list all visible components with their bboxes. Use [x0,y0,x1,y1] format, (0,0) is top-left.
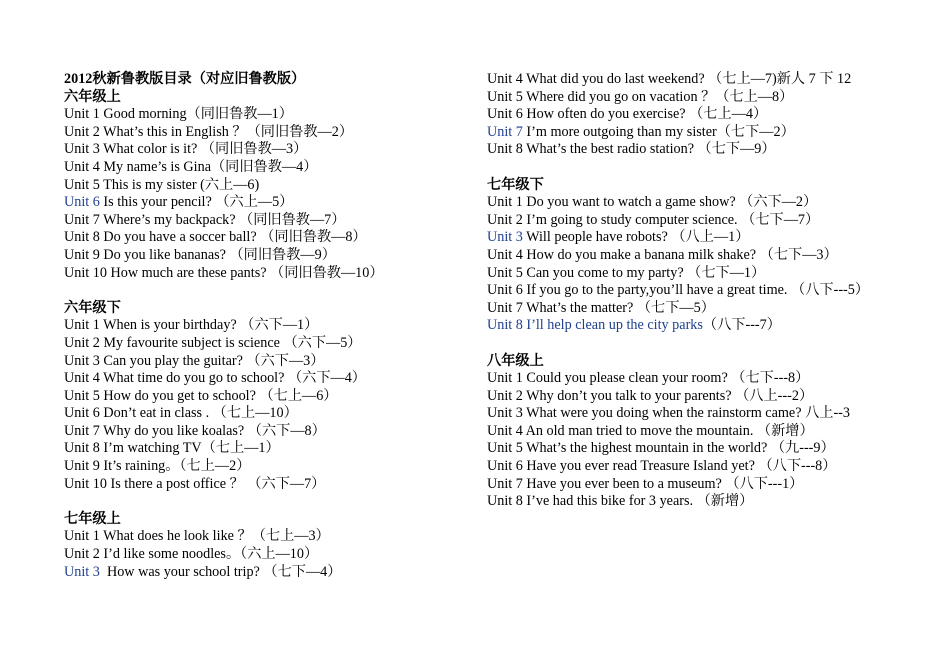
list-item-text: Is this your pencil? （六上—5） [103,194,294,211]
list-item: Unit 5 This is my sister (六上—6) [64,176,260,193]
list-item: Unit 1 When is your birthday? （六下—1） [64,317,319,334]
list-item: Unit 1 Could you please clean your room? （七下---8） [487,370,810,387]
list-item: Unit 5 How do you get to school? （七上—6） [64,387,338,404]
grade7b-heading: 七年级下 [487,176,544,193]
list-item: Unit 8 What’s the best radio station? （七下—9） [487,141,776,158]
spacer [487,159,887,177]
list-item: Unit 2 I’m going to study computer science. （七下—7） [487,211,820,228]
list-item: Unit 9 It’s raining。（七上—2） [64,458,251,475]
list-item: Unit 3 What were you doing when the rainstorm came? 八上--3 [487,405,850,422]
list-item: Unit 10 How much are these pants? （同旧鲁教—10） [64,264,384,281]
document-title: 2012秋新鲁教版目录（对应旧鲁教版） [64,71,306,87]
spacer [64,282,469,300]
grade6a-heading: 六年级上 [64,88,121,105]
list-item: Unit 4 How do you make a banana milk shake? （七下—3） [487,246,838,263]
list-item: Unit 3 What color is it? （同旧鲁教—3） [64,141,308,158]
spacer [487,335,887,353]
list-item: Unit 7 What’s the matter? （七下—5） [487,299,715,316]
list-item-text: How was your school trip? （七下—4） [99,563,342,580]
list-item: Unit 8 Do you have a soccer ball? （同旧鲁教—8） [64,229,367,246]
list-item: Unit 5 What’s the highest mountain in the world? （九---9） [487,440,835,457]
list-item: Unit 1 Good morning（同旧鲁教—1） [64,106,293,123]
list-item: Unit 6 Have you ever read Treasure Island yet? （八下---8） [487,458,837,475]
list-item-text: （八下---7） [702,317,781,334]
unit-label-blue: Unit 3 [64,563,100,580]
list-item: Unit 2 Why don’t you talk to your parents? （八上---2） [487,387,814,404]
grade8a-heading: 八年级上 [487,352,544,369]
list-item [64,564,469,582]
list-item: Unit 4 My name’s is Gina（同旧鲁教—4） [64,158,318,175]
list-item [487,229,887,247]
list-item [487,124,887,142]
list-item: Unit 8 I’ve had this bike for 3 years. （新增） [487,493,754,510]
list-item: Unit 2 I’d like some noodles。（六上—10） [64,546,319,563]
unit-label-blue: Unit 3 [487,229,523,246]
list-item: Unit 5 Where did you go on vacation ？（七上—8） [487,88,794,105]
list-item: Unit 4 What time do you go to school? （六下—4） [64,370,366,387]
list-item-text: I’m more outgoing than my sister（七下—2） [522,123,795,140]
list-item-text: Will people have robots? （八上—1） [522,229,750,246]
list-item: Unit 7 Where’s my backpack? （同旧鲁教—7） [64,211,346,228]
list-item: Unit 6 Don’t eat in class . （七上—10） [64,405,298,422]
right-column [487,71,887,511]
list-item: Unit 7 Have you ever been to a museum? （八下---1） [487,475,804,492]
list-item: Unit 4 An old man tried to move the mountain. （新增） [487,422,814,439]
unit-text-blue: Unit 8 I’ll help clean up the city parks [487,317,703,334]
spacer [64,493,469,511]
unit-label-blue: Unit 7 [487,123,523,140]
list-item [64,194,469,212]
list-item: Unit 10 Is there a post office ？ （六下—7） [64,475,326,492]
unit-label-blue: Unit 6 [64,194,100,211]
list-item: Unit 6 How often do you exercise? （七上—4） [487,106,768,123]
list-item: Unit 4 What did you do last weekend? （七上—7)新人 7 下 12 [487,71,852,87]
grade6b-heading: 六年级下 [64,299,121,316]
list-item: Unit 1 Do you want to watch a game show? （六下—2） [487,194,818,211]
list-item: Unit 6 If you go to the party,you’ll have a great time. （八下---5） [487,282,870,299]
list-item: Unit 8 I’m watching TV（七上—1） [64,440,280,457]
list-item: Unit 2 What’s this in English ？（同旧鲁教—2） [64,123,354,140]
list-item: Unit 5 Can you come to my party? （七下—1） [487,264,766,281]
list-item: Unit 1 What does he look like ？（七上—3） [64,528,330,545]
list-item [487,317,887,335]
list-item: Unit 7 Why do you like koalas? （六下—8） [64,422,326,439]
left-column [64,71,469,581]
list-item: Unit 9 Do you like bananas? （同旧鲁教—9） [64,246,336,263]
grade7a-heading: 七年级上 [64,510,121,527]
list-item: Unit 3 Can you play the guitar? （六下—3） [64,352,325,369]
list-item: Unit 2 My favourite subject is science （六下—5） [64,334,362,351]
